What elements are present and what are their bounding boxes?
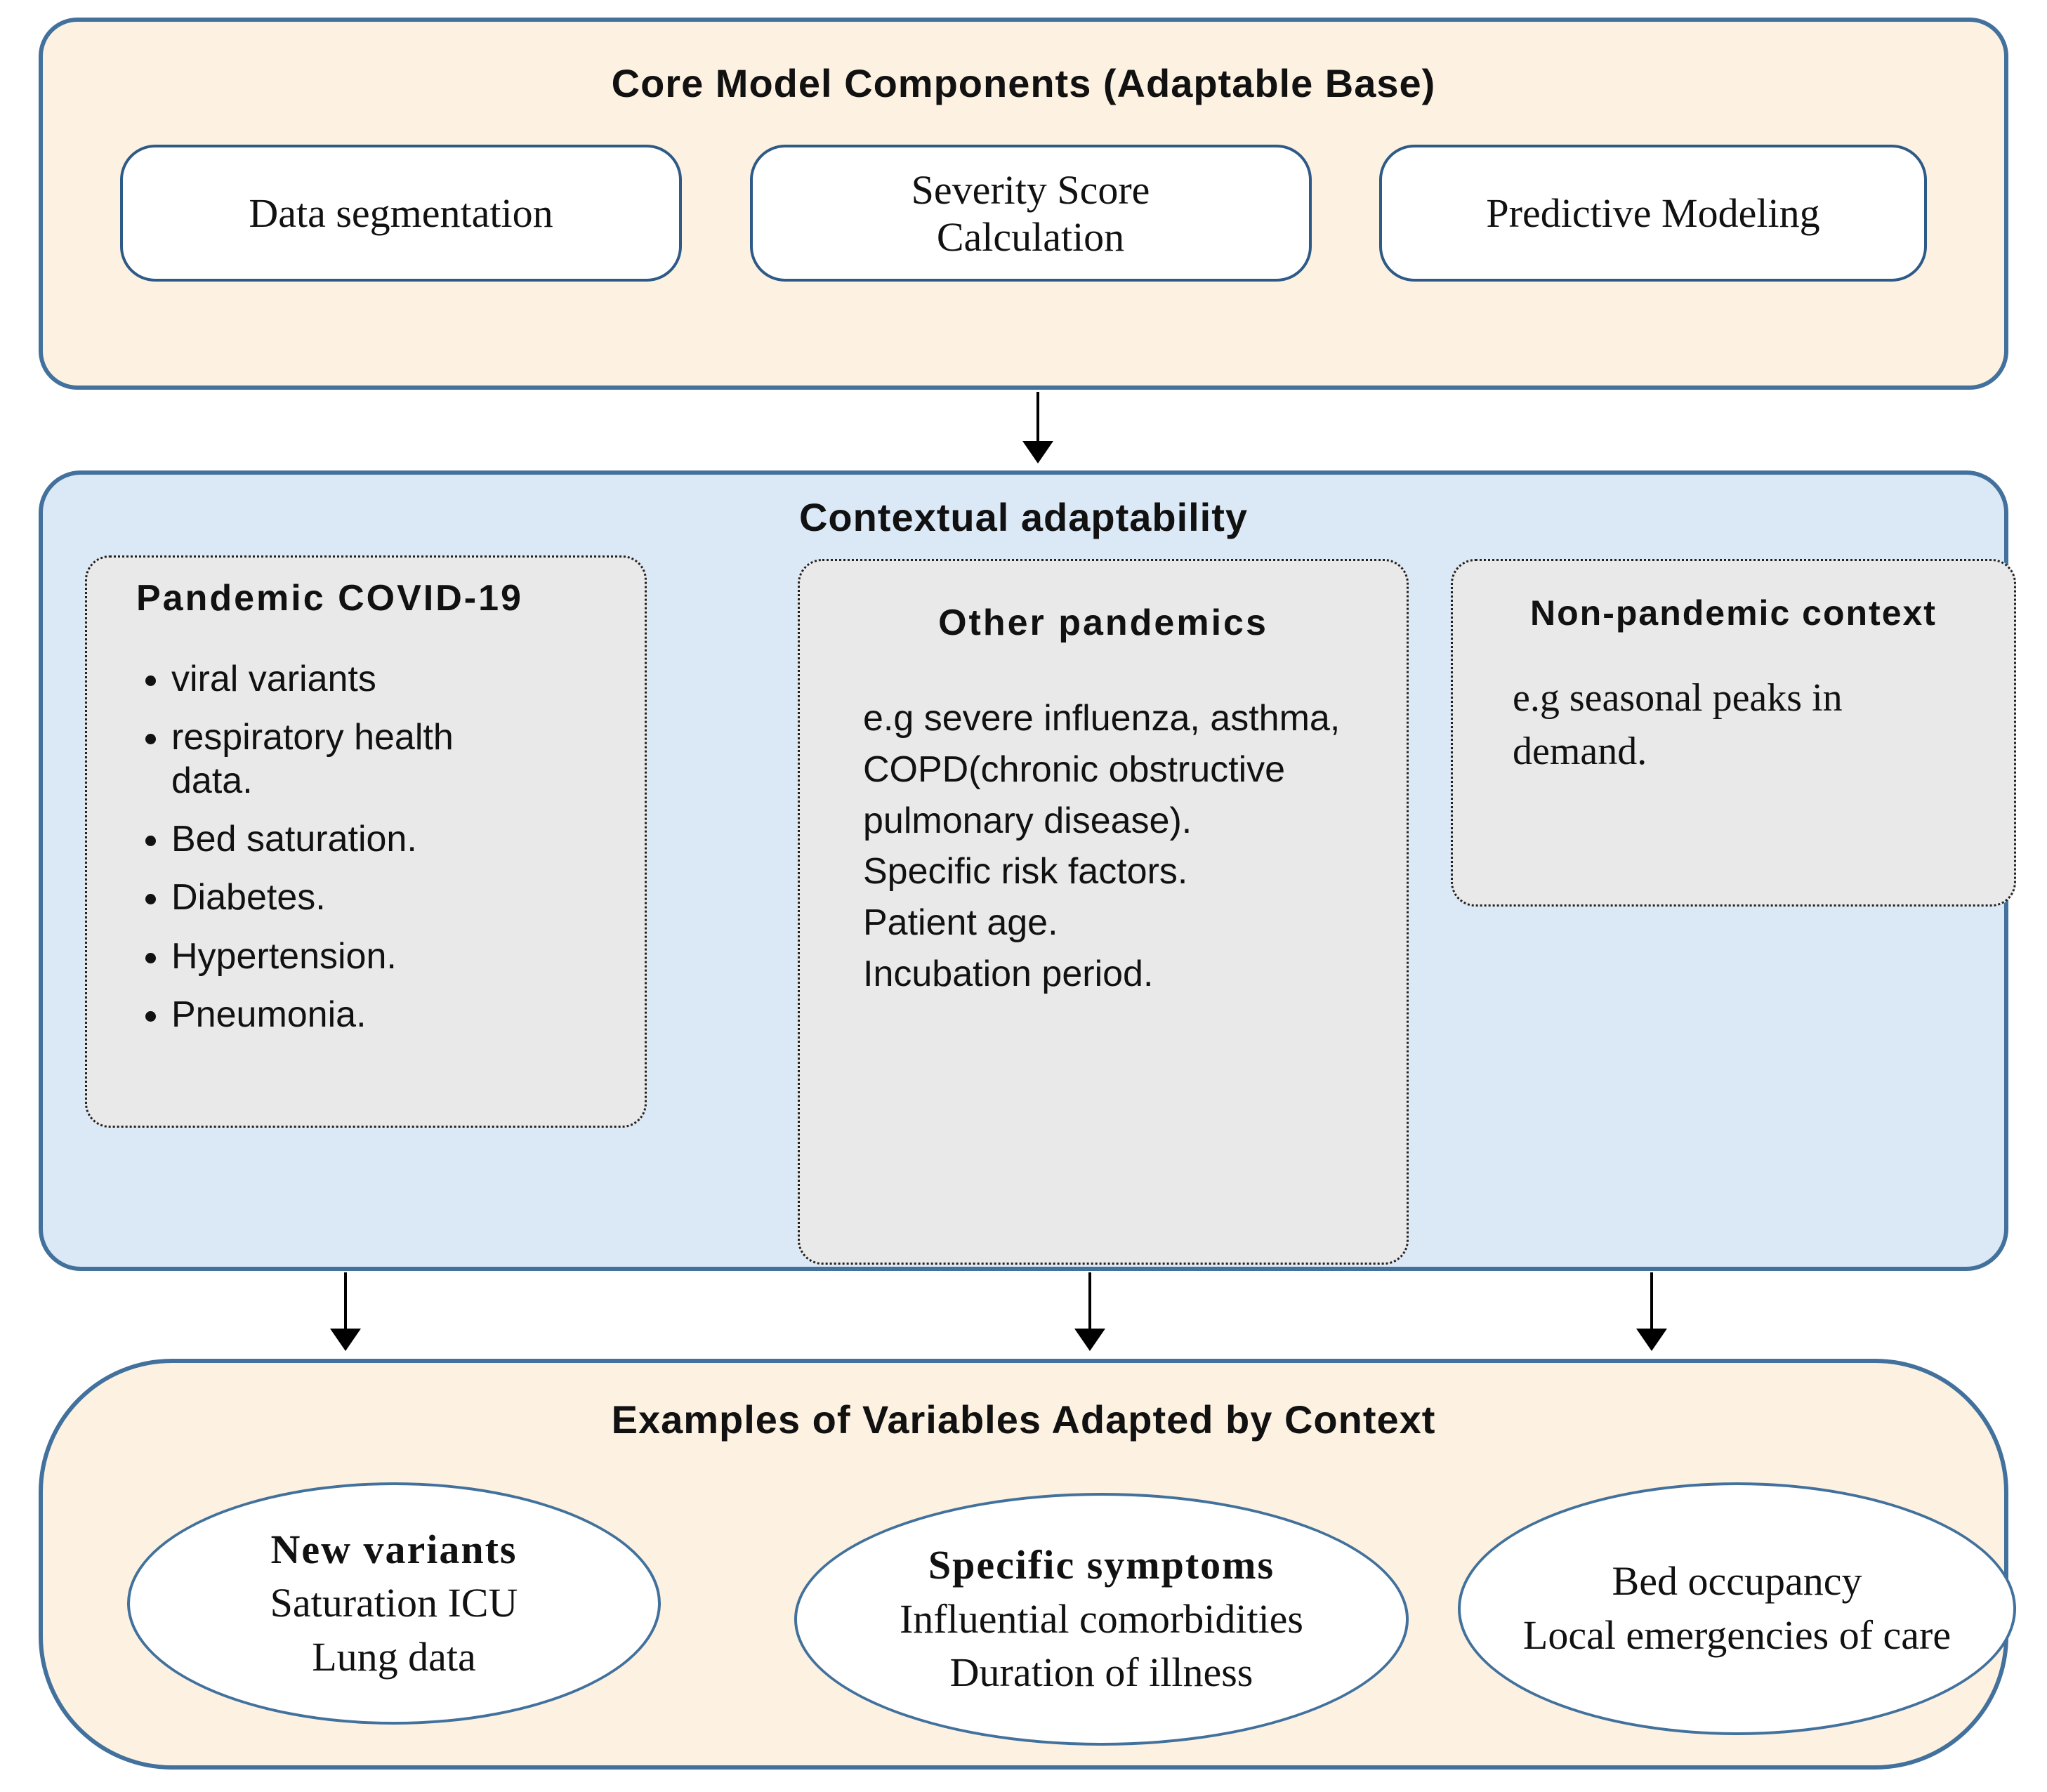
down-arrow-right (1650, 1272, 1653, 1330)
panel-non-pandemic-context-title: Non-pandemic context (1530, 593, 1937, 633)
text-line: Influential comorbidities (899, 1595, 1303, 1642)
contextual-adaptability-box (39, 470, 2008, 1271)
list-item: • viral variants (171, 658, 537, 701)
text-line: Bed occupancy (1612, 1558, 1862, 1605)
core-model-components-row (43, 145, 2004, 282)
core-box-label: Severity Score Calculation (911, 166, 1150, 260)
text-line: e.g severe influenza, asthma, COPD(chronic obstructive pulmonary disease). (863, 698, 1341, 841)
panel-other-pandemics-body (800, 693, 1407, 1000)
list-item: • Hypertension. (171, 935, 537, 978)
panel-non-pandemic-context (1451, 559, 2016, 907)
panel-pandemic-covid19 (85, 555, 647, 1128)
ellipse-bed-occupancy (1458, 1482, 2016, 1735)
text-line: Saturation ICU (270, 1580, 518, 1626)
panel-pandemic-covid19-title: Pandemic COVID-19 (136, 578, 523, 619)
text-line: Patient age. (863, 902, 1058, 944)
ellipse-heading: Specific symptoms (928, 1542, 1275, 1588)
core-box-data-segmentation (120, 145, 682, 282)
examples-variables-box (39, 1359, 2008, 1770)
list-item: • Pneumonia. (171, 994, 537, 1036)
list-item: • respiratory health data. (171, 716, 537, 803)
down-arrow-left (344, 1272, 347, 1330)
core-box-predictive-modeling (1379, 145, 1927, 282)
core-model-components-title: Core Model Components (Adaptable Base) (611, 61, 1436, 105)
core-box-label: Predictive Modeling (1486, 190, 1820, 236)
core-model-components-box (39, 18, 2008, 390)
ellipse-specific-symptoms (794, 1493, 1409, 1746)
examples-variables-title: Examples of Variables Adapted by Context (611, 1397, 1436, 1442)
text-line: Incubation period. (863, 953, 1154, 994)
core-box-severity-score (750, 145, 1312, 282)
contextual-adaptability-title: Contextual adaptability (798, 495, 1249, 539)
pandemic-covid19-list (87, 658, 645, 1037)
panel-other-pandemics (798, 559, 1409, 1265)
text-line: Lung data (312, 1633, 476, 1680)
text-line: Local emergencies of care (1522, 1612, 1951, 1658)
list-item: • Diabetes. (171, 876, 537, 919)
ellipse-heading: New variants (270, 1526, 518, 1572)
down-arrow-top (1036, 392, 1039, 442)
text-line: Specific risk factors. (863, 851, 1188, 892)
text-line: e.g seasonal peaks in demand. (1513, 676, 1843, 773)
list-item: • Bed saturation. (171, 818, 537, 861)
panel-other-pandemics-title: Other pandemics (938, 602, 1268, 643)
down-arrow-middle (1088, 1272, 1091, 1330)
text-line: Duration of illness (949, 1649, 1253, 1696)
ellipse-new-variants (127, 1482, 661, 1725)
core-box-label: Data segmentation (249, 190, 553, 236)
panel-non-pandemic-context-body (1453, 672, 2014, 778)
